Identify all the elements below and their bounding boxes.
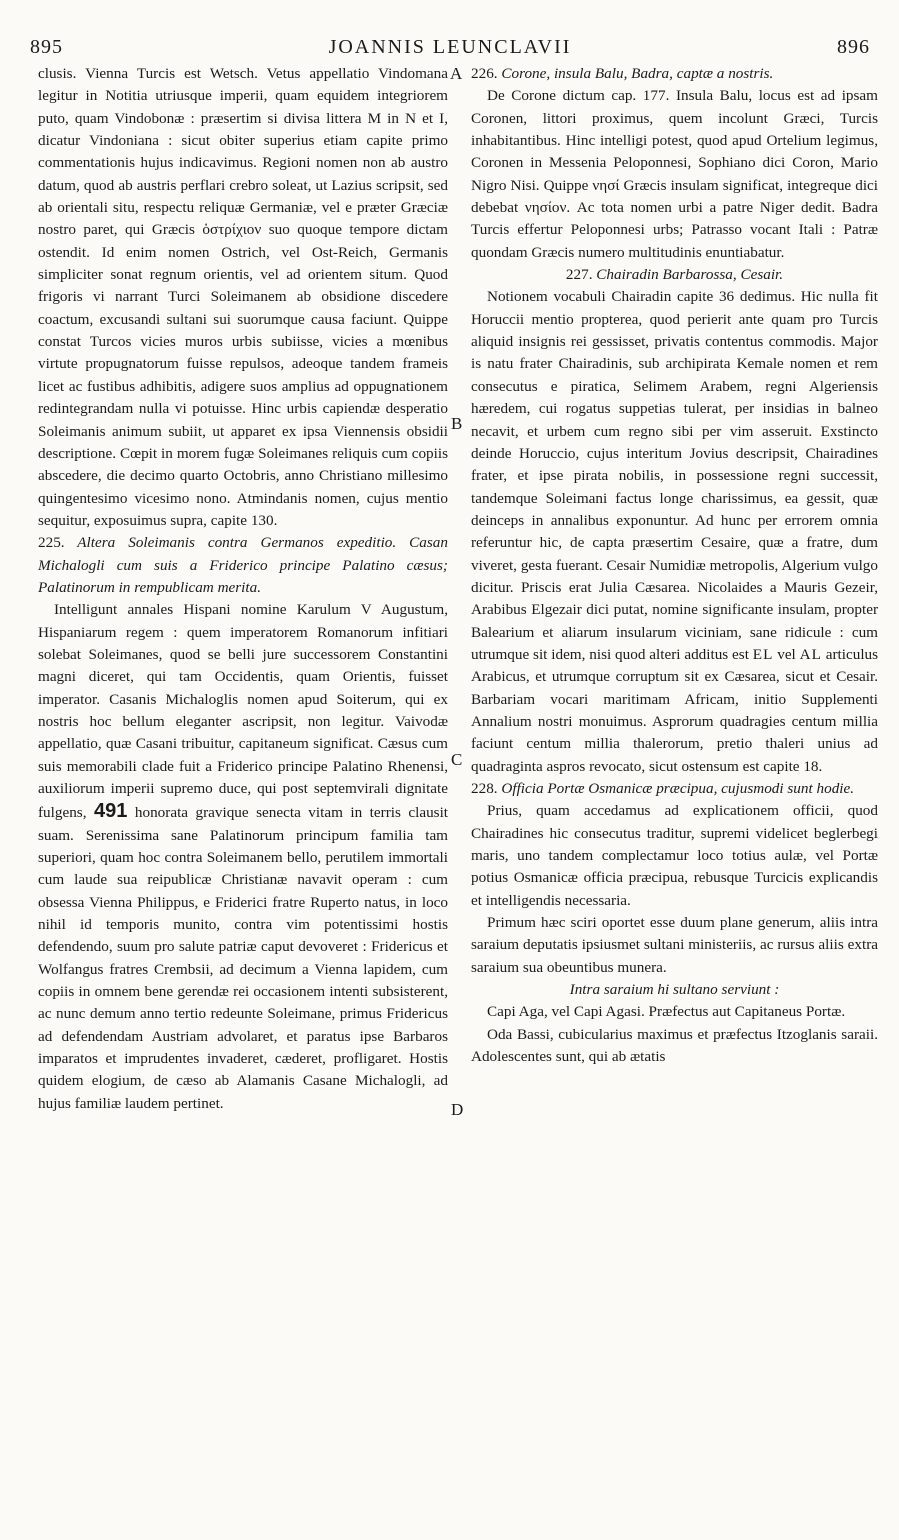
text-span: Notionem vocabuli Chairadin capite 36 dedimus. Hic nulla fit Horuccii mentio propterea, quod perierit ante quam pro Turcis aliquid insignis rei gessisset, privatis contentus commodis. Major is natu frater Chairadinis, sub archipirata Kemale nomen et rem consecutus e piratica, Selimem Arabem, regni Algeriensis hæredem, cui rogatus suppetias tulerat, per insidias in balneo necavit, et urbem cum regno sibi per vim asseruit. Exstincto deinde Horuccio, cujus interitum Jovius descripsit, Chairadines frater, et ipse pirata nobilis, in possessione regni successit, tandemque Soleimani factus longe charissimus, ea gessit, quæ deinceps in annalibus exponuntur. Ad hunc per errorem omnia referuntur hic, de capta præsertim Cesaire, quæ a fratre, dum viveret, gesta fuerant. Cesair Numidiæ metropolis, Algerium vulgo dicitur. Priscis erat Julia Cæsarea. Nicolaides a Mauris Gezeir, Arabibus Elgezair dici putat, nomine significante insulam, propter Balearium et aliarum insularum viciniam, sane ridicule : cum utrumque sit idem, nisi quod alteri additus est <box>471 288 878 663</box>
paragraph-227 <box>471 286 878 778</box>
section-title: Officia Portæ Osmanicæ præcipua, cujusmodi sunt hodie. <box>501 780 855 797</box>
section-225-heading <box>38 532 448 599</box>
section-number: 228. <box>471 780 498 797</box>
left-column <box>38 63 448 1115</box>
right-column <box>471 63 878 1068</box>
paragraph-228-b: Primum hæc sciri oportet esse duum plane generum, aliis intra saraium deputatis ipsiusmet sultani ministeriis, ac rursus aliis extra saraium sua obeuntibus munera. <box>471 914 878 976</box>
margin-marker-c: C <box>451 750 463 769</box>
section-227-heading <box>471 264 878 286</box>
margin-marker-d: D <box>451 1100 464 1119</box>
section-228-heading <box>471 778 878 800</box>
text-span: Intelligunt annales Hispani nomine Karulum V Augustum, Hispaniarum regem : quem imperatorem Romanorum infitiari solebat Soleimanes, quod se belli jure successorem Constantini magni diceret, qui tam Occidentis, quam Orientis, fuisset imperator. Casanis Michaloglis nomen apud Soiterum, qui ex nostris hoc bellum eleganter ascripsit, non legitur. Vaivodæ appellatio, quæ Casani tribuitur, capitaneum significat. Cæsus cum suis memorabili clade fuit a Friderico principe Palatino Rhenensi, auxiliorum imperii supremo duce, qui post septemvirali dignitate fulgens, <box>38 601 448 822</box>
article-el: EL <box>752 645 774 663</box>
running-title: JOANNIS LEUNCLAVII <box>328 36 572 58</box>
text-span: articulus Arabicus, et utrumque corruptum sit ex Cæsarea, sicut et Cesair. Barbariam vocari maritimam Africam, initio Supplementi Annalium nostri monuimus. Asprorum quadragies centum millia faciunt centum millia thalerorum, pretio thaleri unius ad quadraginta aspros revocato, sicut ostensum est capite 18. <box>471 645 879 775</box>
section-title: Chairadin Barbarossa, Cesair. <box>596 266 784 284</box>
section-number: 226. <box>471 65 498 82</box>
subheading-intra-saraium: Intra saraium hi sultano serviunt : <box>569 981 780 999</box>
paragraph-228-a: Prius, quam accedamus ad explicationem officii, quod Chairadines hic consecutus traditur, supremi videlicet beglerbegi maris, uno tandem complectamur loco totius aulæ, vel Portæ potius Osmanicæ officia præcipua, rebusque Turcicis explicandis et intelligendis necessaria. <box>471 802 878 909</box>
section-title: Corone, insula Balu, Badra, captæ a nostris. <box>501 65 774 82</box>
margin-marker-a: A <box>450 64 463 83</box>
paragraph-226: De Corone dictum cap. 177. Insula Balu, locus est ad ipsam Coronen, littori proximus, quem incolunt Græci, Turcis inhabitantibus. Hinc intelligi potest, quod apud Ortelium legimus, Coronen in Messenia Peloponnesi, Sophiano dici Coron, Mario Nigro Nisi. Quippe νησί Græcis insulam significat, integreque dici debebat νησίον. Ac tota nomen urbi a patre Niger dedit. Badra Turcis effertur Peloponnesi urbs; Patrasso vocant Itali : Patræ quondam Græcis numero multitudinis enuntiabatur. <box>471 87 878 261</box>
paragraph-capi-aga: Capi Aga, vel Capi Agasi. Præfectus aut Capitaneus Portæ. <box>487 1003 846 1021</box>
section-number: 225. <box>38 534 65 552</box>
text-span: vel <box>777 645 796 663</box>
section-title: Altera Soleimanis contra Germanos expeditio. Casan Michalogli cum suis a Friderico principe Palatino cæsus; Palatinorum in rempublicam merita. <box>38 534 448 596</box>
paragraph-oda-bassi: Oda Bassi, cubicularius maximus et præfectus Itzoglanis saraii. Adolescentes sunt, qui ab ætatis <box>471 1025 878 1066</box>
paragraph-225 <box>38 599 448 1115</box>
paragraph-vienna: clusis. Vienna Turcis est Wetsch. Vetus appellatio Vindomana legitur in Notitia utriusque imperii, quam equidem integriorem puto, quam Vindobonæ : præsertim si divisa littera M in N et I, dicatur Vindoniana : sicut obiter superius etiam capite primo commentationis hujus indicavimus. Regioni nomen non ab austro datum, quod ab austris perflari crebro soleat, ut Lazius scripsit, sed ab orientali situ, respectu reliquæ Germaniæ, vel e præter Græciæ nostro paret, qui Græcis ὁστρίχιον suo quoque tempore dictam ostendit. Id enim nomen Ostrich, vel Ost-Reich, Germanis simpliciter sonat regnum orientis, vel ad orientem situm. Quod frigoris vi narrant Turci Soleimanem ab obsidione discedere coactum, excusandi sultani sui suorumque causa faciunt. Quippe constat Turcos vicies muros urbis subiisse, vicies a mœnibus virtute propugnatorum fuisse repulsos, adeoque tandem frameis licet ac fustibus adhibitis, adigere suos amplius ad oppugnationem redintegrandam nulla vi potuisse. Hinc urbis capiendæ desperatio Soleimanis animum subiit, ut apparet ex ipsa Viennensis obsidii descriptione. Cœpit in morem fugæ Soleimanes reliquis cum copiis abscedere, die decimo quarto Octobris, anno Christiano millesimo quingentesimo vicesimo nono. Atmindanis nomen, cujus mentio sequitur, exposuimus supra, capite 130. <box>38 65 448 529</box>
article-al: AL <box>799 645 822 663</box>
page-header <box>30 30 870 60</box>
section-226-heading <box>471 63 878 85</box>
section-number: 227. <box>565 266 593 284</box>
page-number-right: 896 <box>837 36 870 58</box>
text-span: honorata gravique senecta vitam in terris clausit suam. Serenissima sane Palatinorum principum familia tam superiori, quam hoc contra Soleimanem bello, perutilem immortali cum laude sua reipublicæ Christianæ navavit operam : cum obsessa Vienna Philippus, e Friderici fratre Ruperto natus, in loco nihil id temporis munito, contra vim potentissimi hostis defendendo, suum pro salute patriæ caput devoveret : Fridericus et Wolfangus fratres Crembsii, ad decimum a Vienna lapidem, cum copiis in omnem bene gerendæ rei occasionem intenti subsisterent, ac nunc demum anno tertio redeunte Soleimane, primus Fridericus ad defendendam Austriam advolaret, et paratus ipse Barbaros imparatos et imprudentes invaderet, cæderet, profligaret. Hostis quidem elogium, de cæso ab Alamanis Casane Michalogli, ad hujus familiæ laudem pertinet. <box>38 804 449 1112</box>
page-number-left: 895 <box>30 36 63 58</box>
margin-marker-b: B <box>451 414 463 433</box>
signature-number: 491 <box>94 800 128 823</box>
